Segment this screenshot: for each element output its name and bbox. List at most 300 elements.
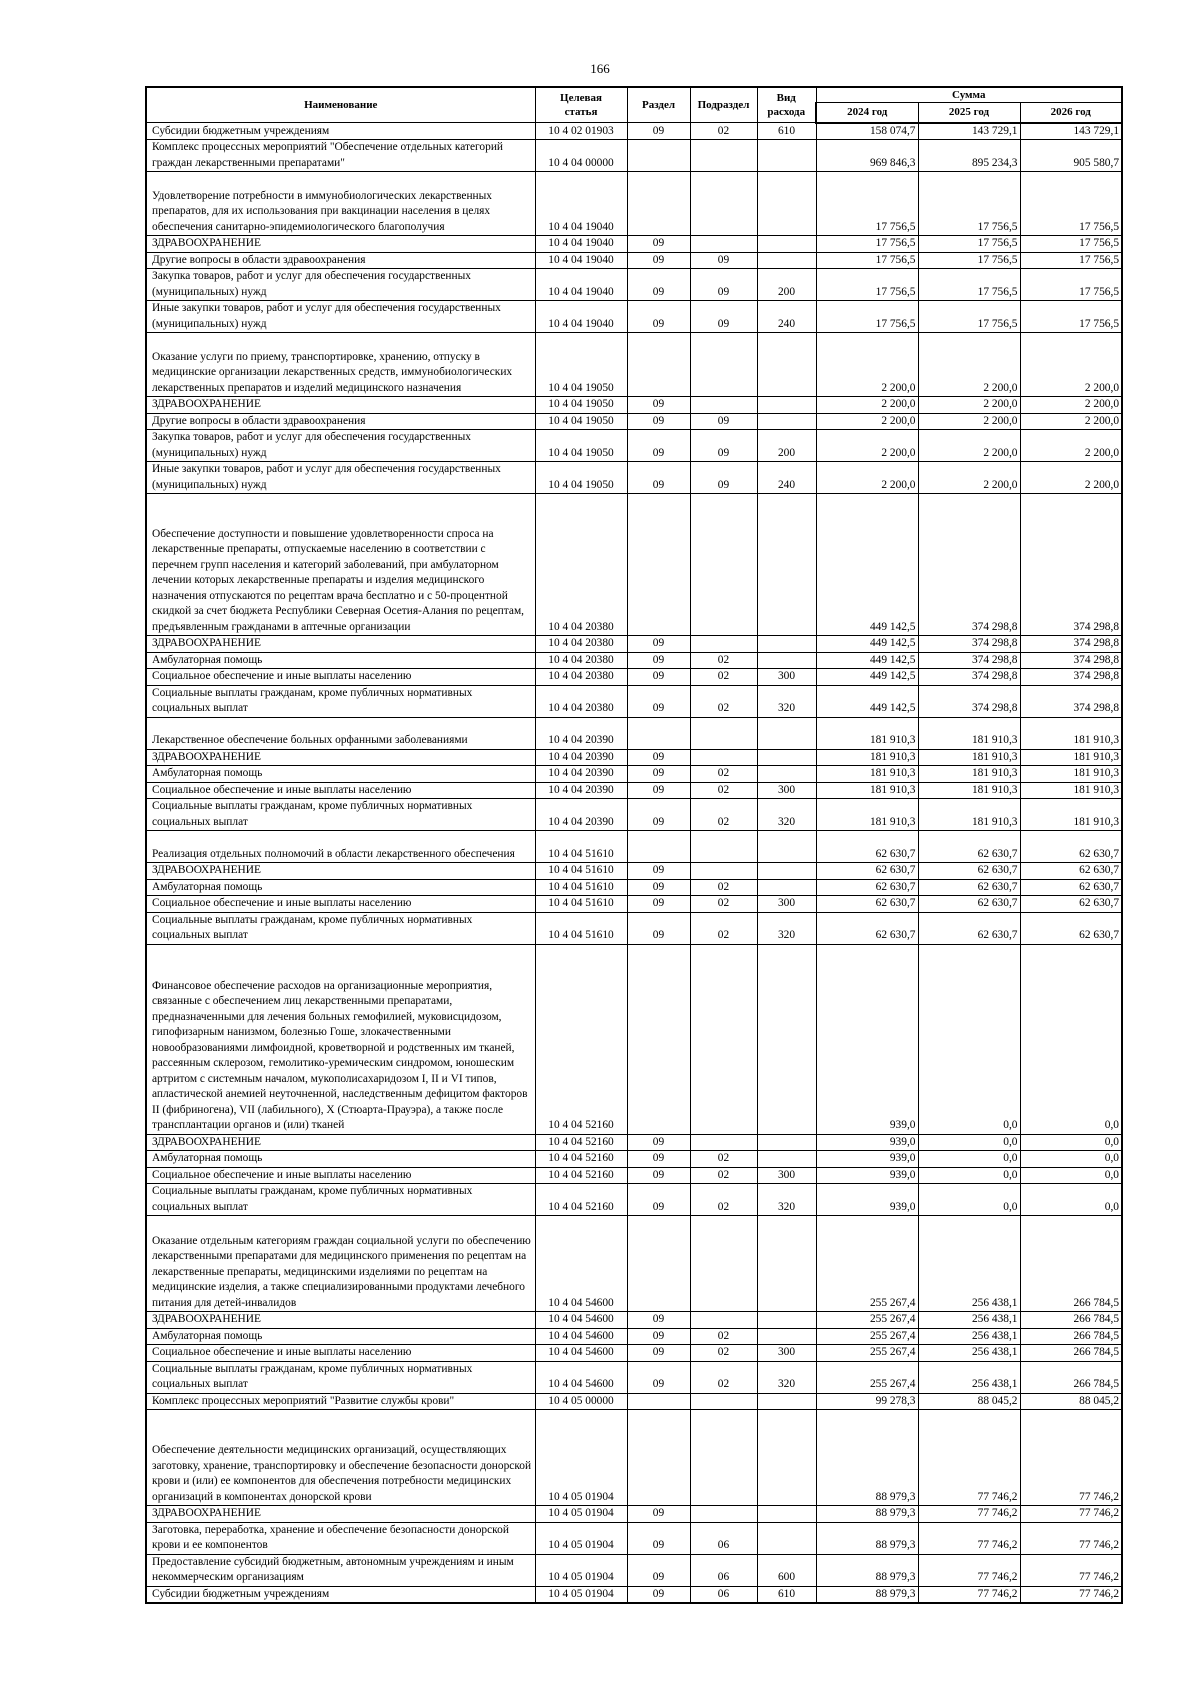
table-cell-2025: 374 298,8: [918, 636, 1020, 653]
table-cell-name: Амбулаторная помощь: [146, 1151, 535, 1168]
table-row: [146, 669, 1122, 686]
table-cell-2025: 2 200,0: [918, 397, 1020, 414]
table-cell-section: 09: [627, 413, 690, 430]
table-cell-2026: 2 200,0: [1020, 397, 1122, 414]
header-expense-type-line2: расхода: [767, 106, 806, 118]
table-cell-section: 09: [627, 652, 690, 669]
table-cell-name: Закупка товаров, работ и услуг для обеспечения государственных (муниципальных) нужд: [146, 430, 535, 462]
table-cell-name: Комплекс процессных мероприятий "Обеспечение отдельных категорий граждан лекарственными препаратами": [146, 140, 535, 172]
table-cell-name: Социальные выплаты гражданам, кроме публичных нормативных социальных выплат: [146, 1361, 535, 1393]
table-cell-expense-type: 320: [757, 685, 816, 717]
header-year-2026: 2026 год: [1020, 103, 1122, 123]
table-row: [146, 333, 1122, 397]
table-cell-expense-type: 200: [757, 430, 816, 462]
table-cell-expense-type: [757, 333, 816, 397]
table-cell-2024: 449 142,5: [816, 636, 918, 653]
table-cell-2026: 374 298,8: [1020, 636, 1122, 653]
table-cell-2026: 17 756,5: [1020, 301, 1122, 333]
table-cell-2026: 17 756,5: [1020, 236, 1122, 253]
table-cell-target-article: 10 4 05 01904: [535, 1586, 627, 1603]
table-row: [146, 1167, 1122, 1184]
table-cell-name: Реализация отдельных полномочий в области лекарственного обеспечения: [146, 831, 535, 863]
table-cell-2024: 255 267,4: [816, 1345, 918, 1362]
table-cell-2026: 2 200,0: [1020, 413, 1122, 430]
table-cell-subsection: [690, 333, 757, 397]
table-cell-name: Обеспечение деятельности медицинских организаций, осуществляющих заготовку, хранение, транспортировку и обеспечение безопасности донорской крови и (или) ее компонентов для обеспечения потребности медицинских организаций в компонентах донорской крови: [146, 1410, 535, 1506]
table-cell-section: 09: [627, 1361, 690, 1393]
table-cell-expense-type: [757, 1393, 816, 1410]
table-cell-2024: 255 267,4: [816, 1216, 918, 1312]
table-cell-target-article: 10 4 05 01904: [535, 1522, 627, 1554]
table-cell-target-article: 10 4 05 01904: [535, 1410, 627, 1506]
table-cell-expense-type: [757, 1506, 816, 1523]
table-cell-2026: 77 746,2: [1020, 1554, 1122, 1586]
table-cell-section: [627, 494, 690, 636]
table-cell-2026: 0,0: [1020, 1184, 1122, 1216]
table-cell-expense-type: 320: [757, 799, 816, 831]
table-cell-2024: 255 267,4: [816, 1361, 918, 1393]
table-cell-name: Удовлетворение потребности в иммунобиологических лекарственных препаратов, для их использования при вакцинации населения в целях обеспечения санитарно-эпидемиологического благополучия: [146, 172, 535, 236]
table-cell-expense-type: [757, 717, 816, 749]
table-cell-2024: 17 756,5: [816, 172, 918, 236]
table-cell-2025: 77 746,2: [918, 1506, 1020, 1523]
table-cell-2024: 2 200,0: [816, 413, 918, 430]
table-cell-subsection: 09: [690, 269, 757, 301]
header-subsection: Подраздел: [690, 87, 757, 123]
table-cell-name: Амбулаторная помощь: [146, 1328, 535, 1345]
table-cell-2025: 374 298,8: [918, 669, 1020, 686]
table-row: [146, 799, 1122, 831]
table-cell-2025: 17 756,5: [918, 301, 1020, 333]
budget-table: [145, 86, 1123, 1604]
table-row: [146, 462, 1122, 494]
table-cell-2025: 0,0: [918, 944, 1020, 1134]
table-cell-target-article: 10 4 04 19040: [535, 172, 627, 236]
table-cell-2026: 374 298,8: [1020, 652, 1122, 669]
table-cell-subsection: 02: [690, 1345, 757, 1362]
table-cell-name: ЗДРАВООХРАНЕНИЕ: [146, 1312, 535, 1329]
table-cell-2024: 88 979,3: [816, 1586, 918, 1603]
table-cell-target-article: 10 4 04 20380: [535, 669, 627, 686]
table-cell-2025: 62 630,7: [918, 896, 1020, 913]
table-cell-section: 09: [627, 685, 690, 717]
table-cell-target-article: 10 4 05 01904: [535, 1506, 627, 1523]
table-cell-subsection: 02: [690, 652, 757, 669]
table-cell-section: 09: [627, 1586, 690, 1603]
table-cell-subsection: 09: [690, 430, 757, 462]
table-cell-target-article: 10 4 04 19040: [535, 252, 627, 269]
table-row: [146, 863, 1122, 880]
table-cell-2024: 939,0: [816, 1167, 918, 1184]
table-cell-2026: 62 630,7: [1020, 912, 1122, 944]
table-cell-subsection: 02: [690, 685, 757, 717]
table-row: [146, 252, 1122, 269]
table-cell-name: Финансовое обеспечение расходов на организационные мероприятия, связанные с обеспечением лиц лекарственными препаратами, предназначенными для лечения больных гемофилией, муковисцидозом, гипофизарным нанизмом, болезнью Гоше, злокачественными новообразованиями лимфоидной, кроветворной и родственных им тканей, рассеянным склерозом, гемолитико-уремическим синдромом, юношеским артритом с системным началом, мукополисахаридозом I, II и VI типов, апластической анемией неуточненной, наследственным дефицитом факторов II (фибриногена), VII (лабильного), X (Стюарта-Прауэра), а также после трансплантации органов и (или) тканей: [146, 944, 535, 1134]
table-cell-expense-type: [757, 413, 816, 430]
table-cell-2024: 449 142,5: [816, 669, 918, 686]
table-cell-subsection: [690, 1410, 757, 1506]
table-cell-name: Иные закупки товаров, работ и услуг для обеспечения государственных (муниципальных) нужд: [146, 301, 535, 333]
table-cell-section: 09: [627, 1184, 690, 1216]
table-cell-expense-type: [757, 652, 816, 669]
table-cell-target-article: 10 4 04 54600: [535, 1312, 627, 1329]
header-expense-type: [757, 87, 816, 123]
table-cell-2026: 266 784,5: [1020, 1345, 1122, 1362]
table-cell-target-article: 10 4 04 20390: [535, 749, 627, 766]
table-cell-2025: 77 746,2: [918, 1522, 1020, 1554]
table-cell-section: [627, 1393, 690, 1410]
table-cell-subsection: 02: [690, 1151, 757, 1168]
table-cell-target-article: 10 4 04 20390: [535, 766, 627, 783]
table-cell-2026: 266 784,5: [1020, 1312, 1122, 1329]
table-cell-section: 09: [627, 236, 690, 253]
table-cell-2026: 181 910,3: [1020, 717, 1122, 749]
table-cell-2025: 256 438,1: [918, 1312, 1020, 1329]
table-cell-target-article: 10 4 04 19050: [535, 462, 627, 494]
table-cell-section: 09: [627, 896, 690, 913]
table-cell-expense-type: [757, 172, 816, 236]
table-cell-target-article: 10 4 04 54600: [535, 1328, 627, 1345]
table-cell-2024: 2 200,0: [816, 333, 918, 397]
table-cell-2024: 158 074,7: [816, 123, 918, 140]
table-cell-name: Социальное обеспечение и иные выплаты населению: [146, 1345, 535, 1362]
table-cell-2025: 17 756,5: [918, 172, 1020, 236]
table-cell-section: 09: [627, 1134, 690, 1151]
table-cell-expense-type: 600: [757, 1554, 816, 1586]
table-cell-target-article: 10 4 04 19050: [535, 430, 627, 462]
table-cell-target-article: 10 4 02 01903: [535, 123, 627, 140]
table-cell-subsection: [690, 1312, 757, 1329]
table-cell-target-article: 10 4 04 52160: [535, 1151, 627, 1168]
table-row: [146, 685, 1122, 717]
table-cell-target-article: 10 4 05 01904: [535, 1554, 627, 1586]
table-cell-2026: 181 910,3: [1020, 799, 1122, 831]
table-cell-subsection: 02: [690, 912, 757, 944]
table-cell-2024: 449 142,5: [816, 652, 918, 669]
table-cell-target-article: 10 4 04 20380: [535, 494, 627, 636]
table-cell-name: Амбулаторная помощь: [146, 652, 535, 669]
table-cell-subsection: [690, 494, 757, 636]
table-cell-2025: 256 438,1: [918, 1361, 1020, 1393]
table-cell-target-article: 10 4 04 20380: [535, 636, 627, 653]
table-cell-name: Заготовка, переработка, хранение и обеспечение безопасности донорской крови и ее компонентов: [146, 1522, 535, 1554]
table-cell-2026: 17 756,5: [1020, 172, 1122, 236]
table-cell-expense-type: 240: [757, 462, 816, 494]
table-cell-target-article: 10 4 04 51610: [535, 912, 627, 944]
table-cell-section: 09: [627, 636, 690, 653]
table-row: [146, 766, 1122, 783]
table-cell-2026: 17 756,5: [1020, 269, 1122, 301]
table-cell-section: 09: [627, 1151, 690, 1168]
table-cell-2026: 17 756,5: [1020, 252, 1122, 269]
table-cell-2024: 88 979,3: [816, 1506, 918, 1523]
table-cell-2025: 17 756,5: [918, 269, 1020, 301]
table-cell-2024: 181 910,3: [816, 749, 918, 766]
table-row: [146, 1522, 1122, 1554]
table-cell-subsection: [690, 172, 757, 236]
table-cell-name: Другие вопросы в области здравоохранения: [146, 413, 535, 430]
table-cell-expense-type: 240: [757, 301, 816, 333]
table-cell-2024: 939,0: [816, 1184, 918, 1216]
table-cell-2025: 0,0: [918, 1184, 1020, 1216]
table-cell-2025: 77 746,2: [918, 1554, 1020, 1586]
table-cell-target-article: 10 4 04 52160: [535, 1167, 627, 1184]
table-cell-subsection: 06: [690, 1522, 757, 1554]
table-cell-2025: 0,0: [918, 1134, 1020, 1151]
table-cell-2025: 62 630,7: [918, 831, 1020, 863]
table-cell-2024: 17 756,5: [816, 301, 918, 333]
table-cell-name: Другие вопросы в области здравоохранения: [146, 252, 535, 269]
table-cell-subsection: 09: [690, 301, 757, 333]
table-cell-target-article: 10 4 04 19050: [535, 413, 627, 430]
table-cell-expense-type: 320: [757, 912, 816, 944]
table-cell-2024: 17 756,5: [816, 269, 918, 301]
table-cell-2026: 266 784,5: [1020, 1216, 1122, 1312]
table-cell-subsection: 02: [690, 896, 757, 913]
table-cell-subsection: 02: [690, 1328, 757, 1345]
table-cell-2025: 77 746,2: [918, 1586, 1020, 1603]
table-cell-2024: 62 630,7: [816, 879, 918, 896]
table-cell-target-article: 10 4 04 19040: [535, 269, 627, 301]
table-cell-subsection: [690, 140, 757, 172]
table-cell-section: 09: [627, 669, 690, 686]
table-row: [146, 301, 1122, 333]
table-cell-name: Амбулаторная помощь: [146, 766, 535, 783]
table-row: [146, 944, 1122, 1134]
table-cell-name: Социальные выплаты гражданам, кроме публичных нормативных социальных выплат: [146, 912, 535, 944]
table-cell-name: Амбулаторная помощь: [146, 879, 535, 896]
table-cell-expense-type: 300: [757, 896, 816, 913]
table-cell-section: 09: [627, 252, 690, 269]
table-row: [146, 1312, 1122, 1329]
table-row: [146, 236, 1122, 253]
table-cell-2026: 905 580,7: [1020, 140, 1122, 172]
table-cell-expense-type: [757, 1312, 816, 1329]
table-row: [146, 1216, 1122, 1312]
table-cell-2026: 62 630,7: [1020, 831, 1122, 863]
table-cell-subsection: [690, 1506, 757, 1523]
table-cell-target-article: 10 4 04 20380: [535, 652, 627, 669]
table-cell-target-article: 10 4 04 19050: [535, 397, 627, 414]
table-cell-expense-type: [757, 766, 816, 783]
table-cell-expense-type: 320: [757, 1361, 816, 1393]
table-cell-section: 09: [627, 799, 690, 831]
table-cell-name: Оказание услуги по приему, транспортировке, хранению, отпуску в медицинские организации лекарственных средств, иммунобиологических лекарственных препаратов и изделий медицинского назначения: [146, 333, 535, 397]
page-number: 166: [590, 61, 610, 76]
table-cell-name: Обеспечение доступности и повышение удовлетворенности спроса на лекарственные препараты, отпускаемые населению в соответствии с перечнем групп населения и категорий заболеваний, при амбулаторном лечении которых лекарственные препараты и изделия медицинского назначения отпускаются по рецептам врача бесплатно и с 50-процентной скидкой за счет бюджета Республики Северная Осетия-Алания по рецептам, предъявленным гражданами в аптечные организации: [146, 494, 535, 636]
table-cell-subsection: 02: [690, 879, 757, 896]
table-cell-subsection: [690, 1216, 757, 1312]
table-cell-expense-type: [757, 944, 816, 1134]
table-cell-2025: 181 910,3: [918, 749, 1020, 766]
table-cell-2025: 2 200,0: [918, 462, 1020, 494]
table-cell-expense-type: [757, 1410, 816, 1506]
table-cell-2024: 62 630,7: [816, 896, 918, 913]
table-row: [146, 1586, 1122, 1603]
table-cell-section: [627, 944, 690, 1134]
table-cell-target-article: 10 4 04 54600: [535, 1361, 627, 1393]
table-cell-subsection: 09: [690, 252, 757, 269]
table-row: [146, 636, 1122, 653]
table-cell-2024: 181 910,3: [816, 717, 918, 749]
table-cell-subsection: 02: [690, 1184, 757, 1216]
table-row: [146, 1393, 1122, 1410]
table-cell-2025: 181 910,3: [918, 799, 1020, 831]
table-cell-2024: 449 142,5: [816, 494, 918, 636]
table-cell-section: [627, 831, 690, 863]
table-cell-section: 09: [627, 1554, 690, 1586]
table-cell-2024: 88 979,3: [816, 1410, 918, 1506]
table-cell-2026: 0,0: [1020, 1167, 1122, 1184]
table-cell-2025: 256 438,1: [918, 1216, 1020, 1312]
table-cell-target-article: 10 4 05 00000: [535, 1393, 627, 1410]
table-cell-name: ЗДРАВООХРАНЕНИЕ: [146, 636, 535, 653]
table-cell-2026: 181 910,3: [1020, 766, 1122, 783]
table-cell-2025: 374 298,8: [918, 685, 1020, 717]
table-cell-2025: 2 200,0: [918, 430, 1020, 462]
table-cell-section: 09: [627, 1522, 690, 1554]
table-row: [146, 749, 1122, 766]
table-row: [146, 123, 1122, 140]
table-cell-subsection: [690, 944, 757, 1134]
table-cell-subsection: 02: [690, 669, 757, 686]
table-cell-2026: 0,0: [1020, 944, 1122, 1134]
table-cell-expense-type: [757, 140, 816, 172]
table-cell-section: 09: [627, 782, 690, 799]
table-cell-target-article: 10 4 04 19040: [535, 301, 627, 333]
table-cell-2026: 62 630,7: [1020, 896, 1122, 913]
table-cell-expense-type: [757, 749, 816, 766]
table-body: [146, 123, 1122, 1604]
table-cell-2025: 256 438,1: [918, 1345, 1020, 1362]
table-cell-2026: 374 298,8: [1020, 494, 1122, 636]
table-cell-section: 09: [627, 301, 690, 333]
table-cell-name: ЗДРАВООХРАНЕНИЕ: [146, 1134, 535, 1151]
table-cell-2025: 77 746,2: [918, 1410, 1020, 1506]
table-cell-2024: 181 910,3: [816, 799, 918, 831]
table-cell-name: Социальное обеспечение и иные выплаты населению: [146, 1167, 535, 1184]
table-cell-2026: 266 784,5: [1020, 1361, 1122, 1393]
table-cell-name: Комплекс процессных мероприятий "Развитие службы крови": [146, 1393, 535, 1410]
table-cell-expense-type: [757, 236, 816, 253]
table-cell-2025: 143 729,1: [918, 123, 1020, 140]
table-row: [146, 397, 1122, 414]
table-cell-2024: 181 910,3: [816, 766, 918, 783]
table-cell-subsection: [690, 636, 757, 653]
table-cell-subsection: [690, 1393, 757, 1410]
table-cell-expense-type: [757, 636, 816, 653]
table-cell-expense-type: 320: [757, 1184, 816, 1216]
table-cell-section: [627, 172, 690, 236]
table-cell-name: Предоставление субсидий бюджетным, автономным учреждениям и иным некоммерческим организациям: [146, 1554, 535, 1586]
table-cell-2024: 62 630,7: [816, 863, 918, 880]
table-cell-name: Субсидии бюджетным учреждениям: [146, 1586, 535, 1603]
table-row: [146, 831, 1122, 863]
table-cell-subsection: 02: [690, 1361, 757, 1393]
table-cell-section: 09: [627, 1506, 690, 1523]
table-cell-target-article: 10 4 04 51610: [535, 896, 627, 913]
table-cell-section: 09: [627, 1167, 690, 1184]
table-row: [146, 1554, 1122, 1586]
table-cell-expense-type: 610: [757, 123, 816, 140]
table-cell-expense-type: [757, 1328, 816, 1345]
table-cell-subsection: 02: [690, 782, 757, 799]
table-cell-expense-type: [757, 1216, 816, 1312]
table-cell-expense-type: [757, 494, 816, 636]
table-cell-2025: 374 298,8: [918, 652, 1020, 669]
table-cell-expense-type: 200: [757, 269, 816, 301]
table-cell-section: 09: [627, 269, 690, 301]
table-cell-2026: 62 630,7: [1020, 879, 1122, 896]
table-cell-subsection: [690, 831, 757, 863]
table-cell-2025: 62 630,7: [918, 912, 1020, 944]
table-cell-name: Социальное обеспечение и иные выплаты населению: [146, 896, 535, 913]
table-cell-2025: 62 630,7: [918, 879, 1020, 896]
table-cell-2025: 17 756,5: [918, 236, 1020, 253]
table-cell-2024: 2 200,0: [816, 430, 918, 462]
table-cell-2025: 256 438,1: [918, 1328, 1020, 1345]
table-cell-2025: 0,0: [918, 1151, 1020, 1168]
table-cell-2025: 0,0: [918, 1167, 1020, 1184]
table-cell-2025: 181 910,3: [918, 782, 1020, 799]
header-target-article-line1: Целевая: [560, 92, 602, 104]
table-row: [146, 1134, 1122, 1151]
table-cell-name: Лекарственное обеспечение больных орфанными заболеваниями: [146, 717, 535, 749]
table-cell-section: 09: [627, 912, 690, 944]
table-row: [146, 430, 1122, 462]
header-year-2025: 2025 год: [918, 103, 1020, 123]
table-cell-name: Социальные выплаты гражданам, кроме публичных нормативных социальных выплат: [146, 799, 535, 831]
table-row: [146, 1345, 1122, 1362]
table-cell-section: 09: [627, 123, 690, 140]
table-cell-subsection: 09: [690, 462, 757, 494]
header-section: Раздел: [627, 87, 690, 123]
table-cell-2026: 2 200,0: [1020, 462, 1122, 494]
table-cell-2026: 2 200,0: [1020, 333, 1122, 397]
table-cell-subsection: [690, 717, 757, 749]
table-cell-target-article: 10 4 04 00000: [535, 140, 627, 172]
table-cell-section: 09: [627, 749, 690, 766]
table-row: [146, 879, 1122, 896]
table-cell-2025: 88 045,2: [918, 1393, 1020, 1410]
table-row: [146, 413, 1122, 430]
table-cell-section: 09: [627, 1312, 690, 1329]
table-cell-2025: 2 200,0: [918, 413, 1020, 430]
table-cell-2026: 77 746,2: [1020, 1506, 1122, 1523]
table-cell-name: ЗДРАВООХРАНЕНИЕ: [146, 1506, 535, 1523]
table-cell-2024: 17 756,5: [816, 252, 918, 269]
table-row: [146, 717, 1122, 749]
table-cell-subsection: 06: [690, 1586, 757, 1603]
table-cell-name: ЗДРАВООХРАНЕНИЕ: [146, 863, 535, 880]
table-cell-target-article: 10 4 04 19040: [535, 236, 627, 253]
header-expense-type-line1: Вид: [776, 92, 796, 104]
table-cell-2026: 77 746,2: [1020, 1410, 1122, 1506]
table-cell-section: [627, 717, 690, 749]
table-cell-expense-type: 610: [757, 1586, 816, 1603]
table-cell-subsection: 02: [690, 123, 757, 140]
table-cell-expense-type: 300: [757, 669, 816, 686]
table-cell-2026: 0,0: [1020, 1151, 1122, 1168]
table-cell-section: 09: [627, 1328, 690, 1345]
table-cell-2026: 77 746,2: [1020, 1586, 1122, 1603]
table-cell-target-article: 10 4 04 20390: [535, 717, 627, 749]
table-cell-subsection: [690, 397, 757, 414]
table-cell-target-article: 10 4 04 20380: [535, 685, 627, 717]
table-cell-section: 09: [627, 766, 690, 783]
table-cell-target-article: 10 4 04 51610: [535, 879, 627, 896]
table-cell-subsection: 02: [690, 766, 757, 783]
